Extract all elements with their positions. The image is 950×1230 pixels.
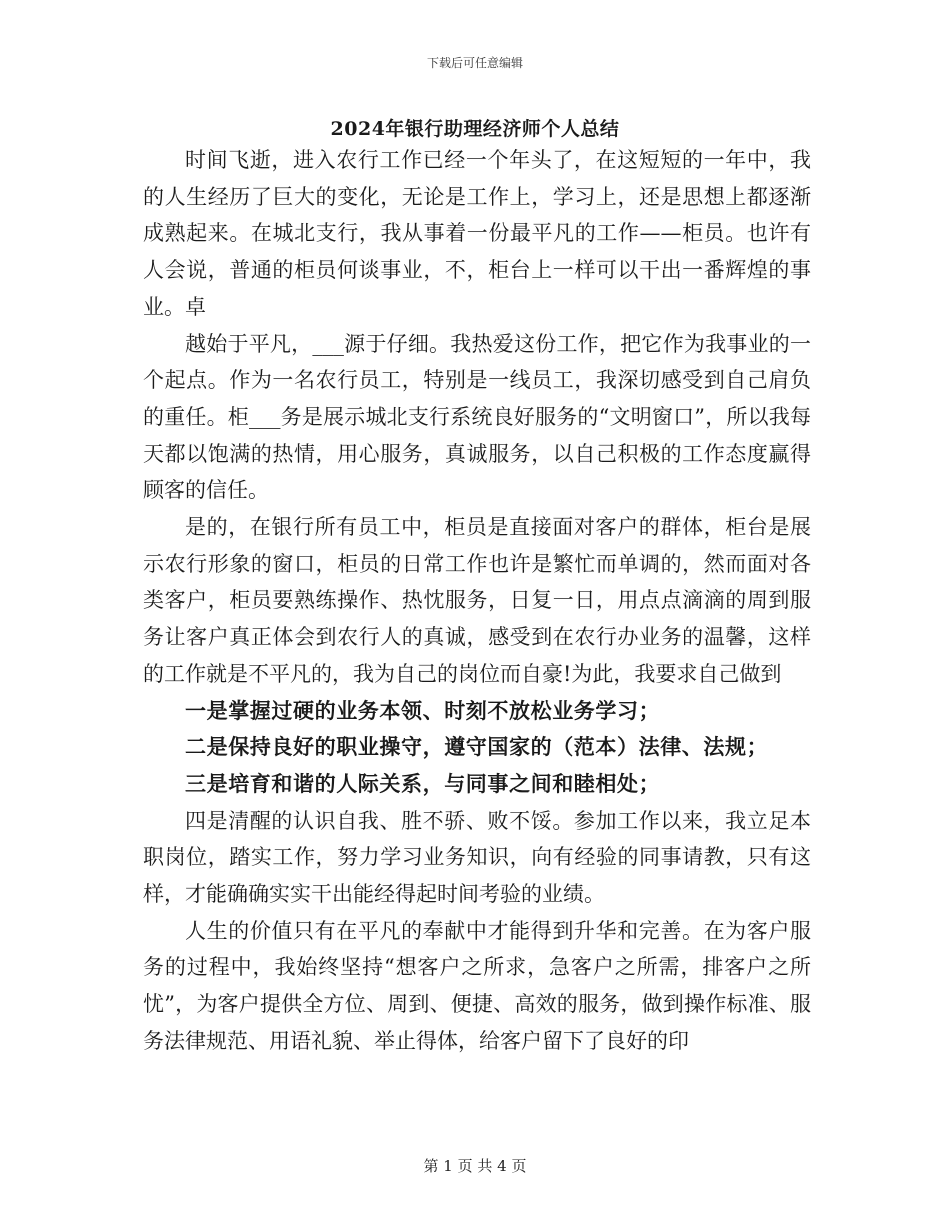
paragraph-intro: 时间飞逝，进入农行工作已经一个年头了，在这短短的一年中，我的人生经历了巨大的变化，无论是工作上，学习上，还是思想上都逐渐成熟起来。在城北支行，我从事着一份最平凡的工作——柜员。也许有人会说，普通的柜员何谈事业，不，柜台上一样可以干出一番辉煌的事业。卓 (143, 148, 811, 319)
paragraph-teller-role: 是的，在银行所有员工中，柜员是直接面对客户的群体，柜台是展示农行形象的窗口，柜员的日常工作也许是繁忙而单调的，然而面对各类客户，柜员要熟练操作、热忱服务，日复一日，用点点滴滴的周到服务让客户真正体会到农行人的真诚，感受到在农行办业务的温馨，这样的工作就是不平凡的，我为自己的岗位而自豪!为此，我要求自己做到 (143, 515, 811, 686)
paragraph-fourth: 四是清醒的认识自我、胜不骄、败不馁。参加工作以来，我立足本职岗位，踏实工作，努力学习业务知识，向有经验的同事请教，只有这样，才能确确实实干出能经得起时间考验的业绩。 (143, 808, 811, 907)
document-title: 2024年银行助理经济师个人总结 (330, 118, 620, 140)
page-header-note: 下载后可任意编辑 (426, 56, 523, 70)
list-item-first: 一是掌握过硬的业务本领、时刻不放松业务学习； (185, 697, 661, 723)
page-number-footer: 第 1 页 共 4 页 (423, 1157, 527, 1175)
paragraph-work-love: 越始于平凡，___源于仔细。我热爱这份工作，把它作为我事业的一个起点。作为一名农行员工，特别是一线员工，我深切感受到自己肩负的重任。柜___务是展示城北支行系统良好服务的“文明窗口”，所以我每天都以饱满的热情，用心服务，真诚服务，以自己积极的工作态度赢得顾客的信任。 (143, 331, 811, 503)
document-body (143, 142, 811, 1060)
paragraph-value: 人生的价值只有在平凡的奉献中才能得到升华和完善。在为客户服务的过程中，我始终坚持“想客户之所求，急客户之所需，排客户之所忧”，为客户提供全方位、周到、便捷、高效的服务，做到操作标准、服务法律规范、用语礼貌、举止得体，给客户留下了良好的印 (143, 918, 811, 1053)
list-item-third: 三是培育和谐的人际关系，与同事之间和睦相处； (185, 770, 661, 796)
list-item-second: 二是保持良好的职业操守，遵守国家的（范本）法律、法规； (185, 734, 769, 760)
